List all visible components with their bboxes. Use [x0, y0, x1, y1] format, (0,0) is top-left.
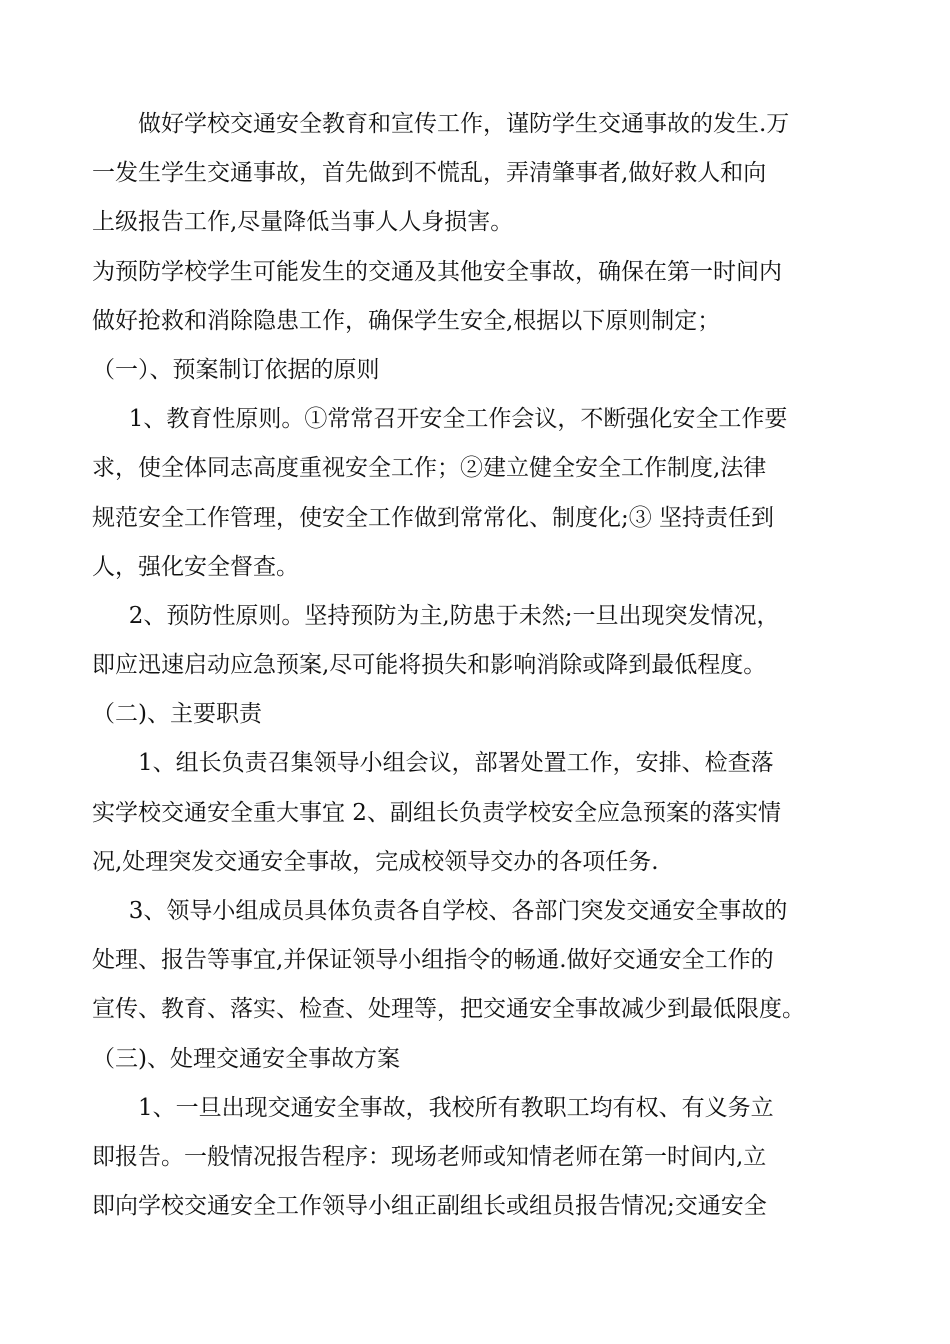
text-line: 2、预防性原则。坚持预防为主,防患于未然;一旦出现突发情况， [128, 602, 780, 629]
section-heading: （一）、预案制订依据的原则 [92, 356, 380, 383]
text-line: 1、一旦出现交通安全事故，我校所有教职工均有权、有义务立 [138, 1094, 774, 1121]
text-line: 1、教育性原则。①常常召开安全工作会议，不断强化安全工作要 [128, 406, 788, 433]
text-line: 宣传、教育、落实、检查、处理等，把交通安全事故减少到最低限度。 [92, 996, 805, 1023]
document-body [92, 100, 872, 1231]
section-heading: （二)、主要职责 [92, 701, 262, 728]
text-line: 规范安全工作管理，使安全工作做到常常化、制度化;③ 坚持责任到 [92, 504, 775, 531]
text-line: 做好抢救和消除隐患工作，确保学生安全,根据以下原则制定； [92, 307, 721, 334]
text-line: 况,处理突发交通安全事故，完成校领导交办的各项任务. [92, 848, 659, 875]
text-line: 人，强化安全督查。 [92, 553, 299, 580]
text-line: 一发生学生交通事故，首先做到不慌乱，弄清肇事者,做好救人和向 [92, 160, 767, 187]
text-line: 做好学校交通安全教育和宣传工作，谨防学生交通事故的发生.万 [138, 111, 790, 137]
section-heading: （三)、处理交通安全事故方案 [92, 1045, 400, 1072]
text-line: 为预防学校学生可能发生的交通及其他安全事故，确保在第一时间内 [92, 258, 782, 285]
text-line: 实学校交通安全重大事宜 2、副组长负责学校安全应急预案的落实情 [92, 799, 781, 826]
text-line: 处理、报告等事宜,并保证领导小组指令的畅通.做好交通安全工作的 [92, 947, 774, 974]
text-line: 求，使全体同志高度重视安全工作；②建立健全安全工作制度,法律 [92, 455, 767, 482]
text-line: 1、组长负责召集领导小组会议，部署处置工作，安排、检查落 [138, 750, 774, 777]
text-line: 即报告。一般情况报告程序：现场老师或知情老师在第一时间内,立 [92, 1143, 767, 1170]
text-line: 即应迅速启动应急预案,尽可能将损失和影响消除或降到最低程度。 [92, 652, 767, 679]
text-line: 即向学校交通安全工作领导小组正副组长或组员报告情况;交通安全 [92, 1193, 767, 1220]
text-line: 上级报告工作,尽量降低当事人人身损害。 [92, 209, 514, 236]
text-line: 3、领导小组成员具体负责各自学校、各部门突发交通安全事故的 [128, 898, 788, 924]
